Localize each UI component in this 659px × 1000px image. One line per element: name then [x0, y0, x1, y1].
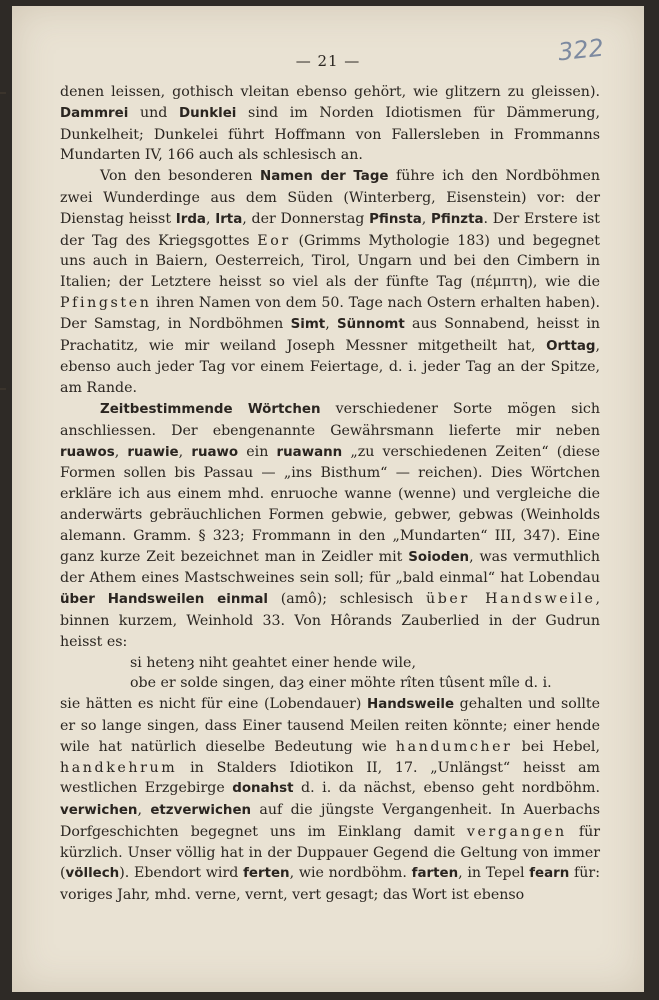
bold-term: donahst [232, 781, 294, 797]
text-run: für: voriges Jahr, mhd. verne, vernt, vert gesagt; das Wort ist ebenso [60, 865, 600, 904]
bold-term: verwichen [60, 803, 138, 819]
text-run: , in Tepel [458, 865, 530, 882]
text-run: sie hätten es nicht für eine (Lobendauer) [60, 696, 368, 713]
text-run: , was vermuthlich der Athem eines Mastschweines sein soll; für „bald einmal“ hat Lobendau [60, 548, 600, 587]
spaced-term: Pfingsten [60, 294, 152, 311]
book-page [12, 6, 644, 992]
bold-term: Dunklei [179, 105, 237, 121]
text-run: , binnen kurzem, Weinhold 33. Von Hôrands Zauberlied in der Gudrun heisst es: [60, 591, 600, 650]
bold-term: farten [411, 866, 459, 882]
text-run: denen leissen, gothisch vleitan ebenso gehört, wie glitzern zu gleissen). [60, 84, 600, 100]
bold-term: ruawo [191, 444, 239, 460]
bold-term: Orttag [546, 338, 596, 354]
spaced-term: vergangen [466, 823, 567, 840]
text-run: auf die jüngste Vergangenheit. In Auerbachs Dorfgeschichten begegnet uns im Einklang damit [60, 802, 600, 840]
text-run: sind im Norden Idiotismen für Dämmerung, Dunkelheit; Dunkelei führt Hoffmann von Fallersleben in Frommanns Mundarten IV, 166 auch als schlesisch an. [60, 104, 600, 164]
text-run: Von den besonderen [100, 168, 260, 185]
bold-term: ruawos [60, 444, 115, 460]
text-run: , der Donnerstag [242, 210, 370, 227]
bold-term: Zeitbestimmende Wörtchen [100, 401, 321, 417]
bold-term: ferten [243, 866, 290, 882]
bold-term: fearn [529, 866, 570, 882]
text-run: und [128, 104, 180, 121]
paragraph-1 [60, 82, 600, 166]
paragraph-2 [60, 166, 600, 399]
bold-term: Pfinzta [431, 211, 484, 227]
text-run: ihren Namen von dem 50. Tage nach Ostern erhalten haben). Der Samstag, in Nordböhmen [60, 294, 600, 332]
spaced-term: handumcher [395, 738, 513, 755]
text-run: ). Ebendort wird [119, 865, 244, 882]
body-text [60, 82, 600, 906]
bold-term: Soioden [408, 549, 470, 565]
bold-term: über Handsweilen einmal [60, 592, 268, 608]
edge-mark [0, 388, 6, 390]
bold-term: Pfinsta [369, 211, 422, 227]
text-run: d. i. da nächst, ebenso geht nordböhm. [293, 780, 600, 797]
text-run: führe ich den Nordböhmen zwei Wunderdinge aus dem Süden (Winterberg, Eisenstein) vor: der Dienstag heisst [60, 168, 601, 227]
bold-term: ruawie [127, 444, 179, 460]
archive-pencil-mark: 322 [556, 33, 606, 67]
spaced-term: handkehrum [60, 759, 178, 776]
page-number: — 21 — [295, 52, 361, 70]
text-run: verschiedener Sorte mögen sich anschliessen. Der ebengenannte Gewährsmann lieferte mir neben [60, 400, 600, 439]
text-run: ein [238, 443, 277, 460]
verse-line-1: si hetenȝ niht geahtet einer hende wile, [130, 654, 416, 671]
text-run: . Der Erstere ist der Tag des Kriegsgottes [60, 210, 600, 249]
text-run: in Stalders Idiotikon II, 17. „Unlängst“ heisst am westlichen Erzgebirge [60, 759, 600, 797]
text-run: (Grimms Mythologie 183) und begegnet uns auch in Baiern, Oesterreich, Tirol, Ungarn und bei den Cimbern in Italien; der Letztere heisst so viel als der fünfte Tag (πέμπτη), wie die [60, 232, 601, 291]
text-run: , ebenso auch jeder Tag vor einem Feiertage, d. i. jeder Tag an der Spitze, am Rande. [60, 337, 600, 397]
text-run: , [114, 443, 128, 460]
bold-term: Irda [175, 211, 206, 227]
text-run: , [421, 210, 432, 227]
text-run: (amô); schlesisch [267, 591, 426, 608]
bold-term: Sünnomt [336, 316, 405, 332]
paragraph-4 [60, 694, 600, 906]
text-run: , [205, 210, 216, 227]
edge-mark [0, 92, 6, 94]
verse-line-2: obe er solde singen, daȝ einer möhte rîten tûsent mîle d. i. [130, 675, 552, 692]
text-run: , [137, 802, 151, 819]
text-run: „zu verschiedenen Zeiten“ (diese Formen sollen bis Passau — „ins Bisthum“ — reichen). Dies Wörtchen erkläre ich aus einem mhd. enruoche wanne (wenne) und vergleiche die anderwärts gebräuchlichen Formen gebwie, gebwer, gebwas (Weinholds alemann. Gramm. § 323; Frommann in den „Mundarten“ III, 347). Eine ganz kurze Zeit bezeichnet man in Zeidler mit [60, 443, 601, 565]
text-run: , [178, 443, 192, 460]
bold-term: ruawann [276, 444, 343, 460]
text-run: , [325, 315, 337, 332]
text-run: , wie nordböhm. [289, 865, 412, 882]
spaced-term: Eor [257, 232, 291, 249]
bold-term: völlech [65, 866, 120, 882]
text-run: bei Hebel, [512, 738, 600, 755]
bold-term: Namen der Tage [259, 169, 389, 185]
bold-term: Dammrei [60, 105, 129, 121]
bold-term: Irta [215, 211, 243, 227]
paragraph-3 [60, 399, 600, 653]
text-run: aus Sonnabend, heisst in Prachatitz, wie mir weiland Joseph Messner mitgetheilt hat, [60, 315, 600, 354]
spaced-term: über Handsweile [426, 591, 596, 608]
bold-term: Simt [290, 316, 326, 332]
text-run: für kürzlich. Unser völlig hat in der Duppauer Gegend die Geltung von immer ( [60, 823, 600, 882]
bold-term: Handsweile [367, 697, 455, 713]
text-run: gehalten und sollte er so lange singen, dass Einer tausend Meilen reiten könnte; einer hende wile hat natürlich dieselbe Bedeutung wie [60, 696, 600, 755]
bold-term: etzverwichen [150, 803, 252, 819]
